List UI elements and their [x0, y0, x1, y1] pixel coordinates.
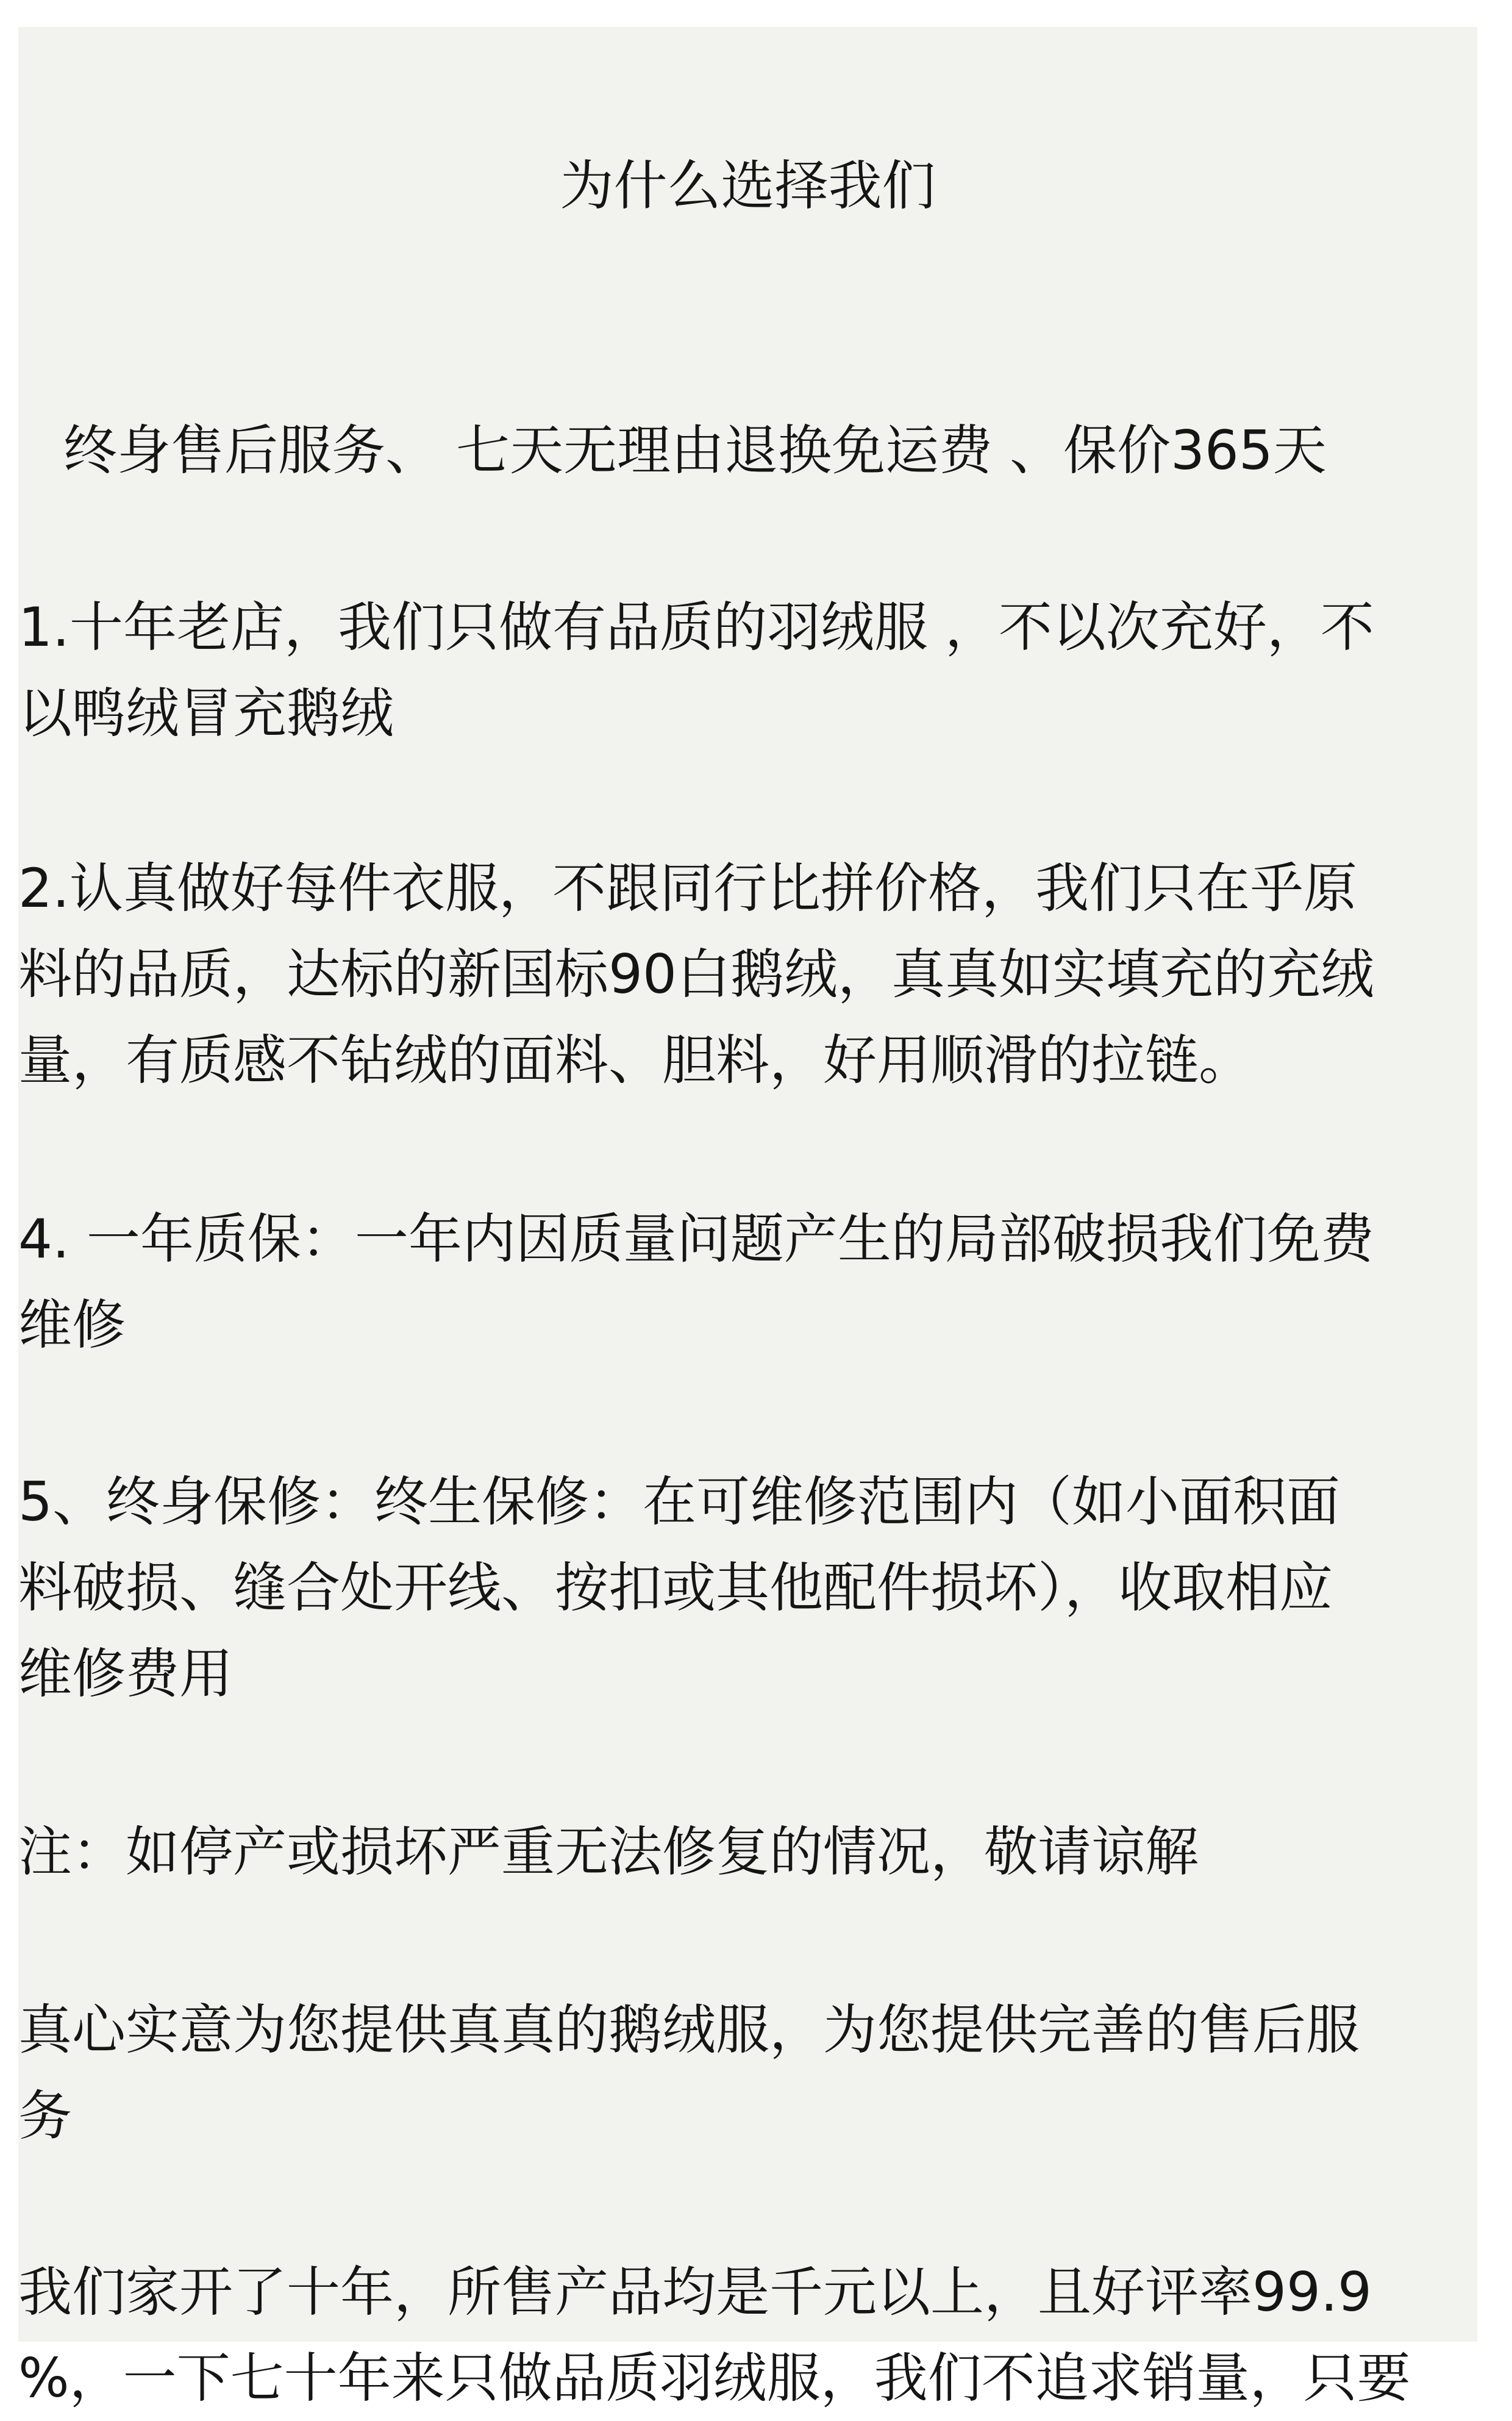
services-line: 终身售后服务、 七天无理由退换免运费 、保价365天: [63, 419, 1327, 482]
page-title: 为什么选择我们: [560, 154, 936, 217]
content-panel: [18, 27, 1477, 2409]
item-5-line-2: 料破损、缝合处开线、按扣或其他配件损坏），收取相应: [18, 1556, 1333, 1619]
item-1: [18, 584, 1477, 756]
note-line: 注：如停产或损坏严重无法修复的情况，敬请谅解: [18, 1820, 1199, 1883]
item-5-line-3: 维修费用: [18, 1642, 234, 1705]
about-line-1: 我们家开了十年，所售产品均是千元以上，且好评率99.9: [18, 2261, 1372, 2323]
item-2-line-2: 料的品质，达标的新国标90白鹅绒，真真如实填充的充绒: [18, 943, 1374, 1006]
item-1-line-2: 以鸭绒冒充鹅绒: [18, 682, 394, 745]
item-5: [18, 1459, 1477, 1717]
sincere-line-2: 务: [18, 2084, 73, 2147]
item-2-line-3: 量，有质感不钻绒的面料、胆料，好用顺滑的拉链。: [18, 1029, 1253, 1092]
about-line-2: %，一下七十年来只做品质羽绒服，我们不追求销量，只要: [18, 2347, 1411, 2409]
item-4-line-1: 4. 一年质保：一年内因质量问题产生的局部破损我们免费: [18, 1207, 1374, 1270]
about: [18, 2249, 1477, 2421]
item-2-line-1: 2.认真做好每件衣服，不跟同行比拼价格，我们只在乎原: [18, 857, 1357, 920]
item-1-line-1: 1.十年老店，我们只做有品质的羽绒服 ，不以次充好，不: [18, 596, 1374, 659]
note: [18, 1809, 1477, 1895]
sincere-line-1: 真心实意为您提供真真的鹅绒服，为您提供完善的售后服: [18, 1998, 1360, 2061]
item-4-line-2: 维修: [18, 1293, 126, 1356]
item-2: [18, 845, 1477, 1103]
item-4: [18, 1196, 1477, 1368]
sincere: [18, 1987, 1477, 2159]
item-5-line-1: 5、终身保修：终生保修：在可维修范围内（如小面积面: [18, 1470, 1340, 1533]
